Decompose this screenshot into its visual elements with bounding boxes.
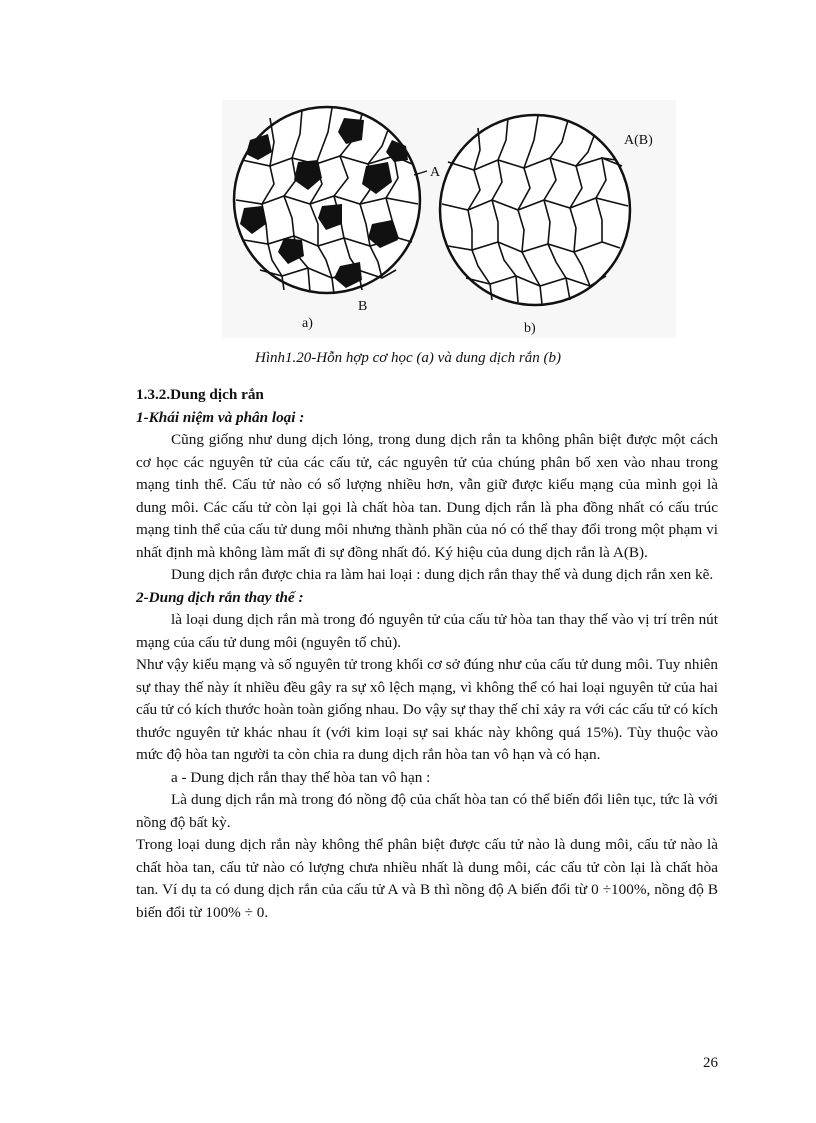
subsection-title-2: 2-Dung dịch rắn thay thế : [136, 588, 304, 606]
paragraph-7: Trong loại dung dịch rắn này không thể phân biệt được cấu tử nào là dung môi, cấu tử nào là chất hòa tan, cấu tử nào có lượng chưa nhiều nhất là dung môi, các cấu tử còn lại là chất hòa tan. Ví dụ ta có dung dịch rắn của cấu tử A và B thì nồng độ A biến đổi từ 0 ÷100%, nồng độ B biến đổi từ 100% ÷ 0. [136, 836, 718, 921]
sublabel-b: b) [524, 321, 536, 336]
label-b-grain: B [358, 299, 368, 314]
microstructure-diagram [222, 100, 676, 338]
section-title: 1.3.2.Dung dịch rắn [136, 386, 264, 403]
label-ab: A(B) [624, 133, 653, 148]
paragraph-3: là loại dung dịch rắn mà trong đó nguyên tử của cấu tử hòa tan thay thế vào vị trí trên nút mạng của cấu tử dung môi (nguyên tố chủ). [136, 611, 718, 651]
body-text [136, 384, 718, 924]
subsection-title-1: 1-Khái niệm và phân loại : [136, 408, 305, 426]
figure-microstructure [222, 100, 676, 338]
paragraph-5: a - Dung dịch rắn thay thế hòa tan vô hạn : [171, 768, 431, 786]
paragraph-1: Cũng giống như dung dịch lỏng, trong dung dịch rắn ta không phân biệt được một cách cơ học các nguyên tử của các cấu tử, các nguyên tử của chúng phân bố xen vào nhau trong mạng tinh thể. Cấu tử nào có số lượng nhiều hơn, vẫn giữ được kiểu mạng của mình gọi là dung môi. Các cấu tử còn lại gọi là chất hòa tan. Dung dịch rắn là pha đồng nhất có cấu trúc mạng tinh thể của cấu tử dung môi nhưng thành phần của nó có thể thay đổi trong một phạm vi nhất định mà không làm mất đi sự đồng nhất đó. Ký hiệu của dung dịch rắn là A(B). [136, 431, 718, 561]
figure-caption: Hình1.20-Hỗn hợp cơ học (a) và dung dịch rắn (b) [255, 350, 561, 366]
label-a-grain: A [430, 165, 441, 180]
circle-a-mechanical-mixture [234, 107, 441, 331]
circle-b-solid-solution [440, 115, 653, 336]
paragraph-2: Dung dịch rắn được chia ra làm hai loại : dung dịch rắn thay thế và dung dịch rắn xen kẽ. [171, 566, 714, 583]
paragraph-4: Như vậy kiểu mạng và số nguyên tử trong khối cơ sở đúng như của cấu tử dung môi. Tuy nhiên sự thay thế này ít nhiều đều gây ra sự xô lệch mạng, vì không thể có hai loại nguyên tử của hai cấu tử có kích thước hoàn toàn giống nhau. Do vậy sự thay thế chỉ xảy ra với các cấu tử có kích thước nguyên tử khác nhau ít (với kim loại sự sai khác này không quá 15%). Tùy thuộc vào mức độ hòa tan người ta còn chia ra dung dịch rắn hòa tan vô hạn và có hạn. [136, 656, 718, 763]
paragraph-6: Là dung dịch rắn mà trong đó nồng độ của chất hòa tan có thể biến đổi liên tục, tức là với nồng độ bất kỳ. [136, 791, 718, 831]
sublabel-a: a) [302, 316, 313, 331]
page-number: 26 [703, 1055, 718, 1071]
